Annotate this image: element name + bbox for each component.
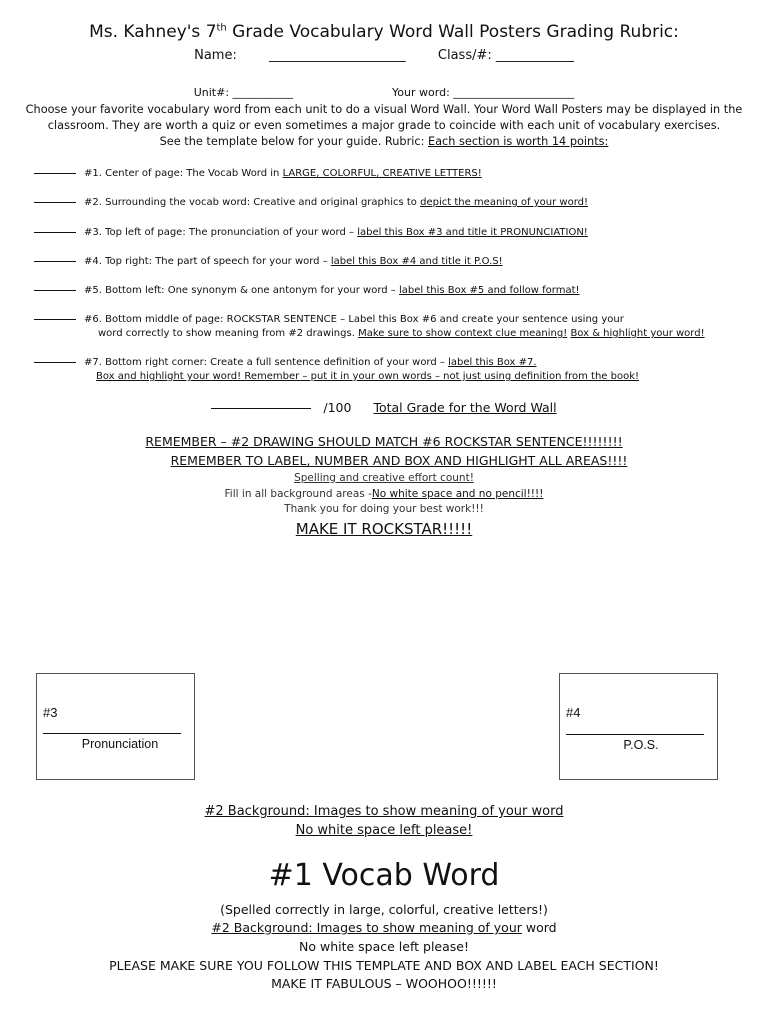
intro-line-1: Choose your favorite vocabulary word from each unit to do a visual Word Wall. Your Word Wall Posters may be displayed in the — [25, 103, 743, 116]
unit-label: Unit#: — [193, 86, 230, 99]
page-title — [0, 22, 768, 42]
score-blank — [34, 173, 76, 174]
background-note-2 — [0, 920, 768, 935]
score-blank — [34, 290, 76, 291]
rockstar-heading: MAKE IT ROCKSTAR!!!!! — [295, 520, 473, 538]
rubric-emphasis: LARGE, COLORFUL, CREATIVE LETTERS! — [282, 168, 482, 179]
rubric-text: #7. Bottom right corner: Create a full sentence definition of your word – — [84, 357, 449, 368]
unit-word-row — [0, 86, 768, 99]
rubric-text: #2. Surrounding the vocab word: Creative and original graphics to — [84, 197, 421, 208]
rubric-text: #4. Top right: The part of speech for your word – — [84, 256, 331, 267]
name-blank: _____________________ — [269, 48, 406, 63]
box-3-label: Pronunciation — [81, 737, 159, 751]
intro-line-3-plain: See the template below for your guide. Rubric: — [159, 135, 428, 148]
rubric-emphasis: label this Box #5 and follow format! — [398, 285, 580, 296]
rubric-emphasis: label this Box #7. — [448, 357, 537, 368]
rubric-item-5 — [34, 284, 734, 298]
unit-blank: ___________ — [232, 86, 294, 99]
class-label: Class/#: — [437, 48, 492, 63]
score-blank — [34, 319, 76, 320]
title-sup: th — [216, 22, 227, 34]
rubric-emphasis: label this Box #4 and title it P.O.S! — [330, 256, 503, 267]
fill-note-plain: Fill in all background areas - — [224, 488, 372, 500]
intro-paragraph — [22, 102, 746, 150]
rubric-item-6 — [34, 313, 734, 341]
box-4-line — [566, 734, 704, 735]
reminder-drawing-text: REMEMBER – #2 DRAWING SHOULD MATCH #6 ROCKSTAR SENTENCE!!!!!!!! — [145, 434, 623, 449]
rubric-item-7 — [34, 356, 734, 384]
vocab-word-heading: #1 Vocab Word — [268, 858, 500, 893]
rubric-text: #3. Top left of page: The pronunciation of your word – — [84, 227, 358, 238]
background-note-2-plain: word — [521, 920, 557, 935]
rubric-item-3 — [34, 226, 734, 240]
total-score-label: /100 — [323, 400, 352, 415]
intro-line-2: classroom. They are worth a quiz or even sometimes a major grade to coincide with each unit of vocabulary exercises. — [47, 119, 721, 132]
fill-note-emphasis: No white space and no pencil!!!! — [371, 488, 544, 500]
fill-note — [0, 488, 768, 500]
box-4-pos — [559, 673, 718, 780]
background-note — [0, 804, 768, 819]
class-blank: ____________ — [495, 48, 574, 63]
rubric-item-2 — [34, 196, 734, 210]
title-pre: Ms. Kahney's 7 — [89, 22, 217, 42]
no-white-space-note-2: No white space left please! — [299, 939, 469, 954]
box-4-label: P.O.S. — [623, 738, 659, 752]
rubric-item-4 — [34, 255, 734, 269]
intro-points-note: Each section is worth 14 points: — [427, 135, 609, 148]
score-blank — [34, 362, 76, 363]
rubric-emphasis: Make sure to show context clue meaning! — [358, 328, 568, 339]
total-grade-label: Total Grade for the Word Wall — [373, 400, 557, 415]
score-blank — [34, 202, 76, 203]
rubric-emphasis-2: Box and highlight your word! Remember – put it in your own words – not just using definition from the book! — [96, 371, 640, 382]
reminder-drawing — [0, 434, 768, 449]
no-white-space-note — [0, 823, 768, 838]
title-post: Grade Vocabulary Word Wall Posters Grading Rubric: — [226, 22, 679, 42]
score-blank — [34, 261, 76, 262]
reminder-label-text: REMEMBER TO LABEL, NUMBER AND BOX AND HIGHLIGHT ALL AREAS!!!! — [170, 453, 628, 468]
background-note-text: #2 Background: Images to show meaning of your word — [204, 804, 564, 819]
rubric-emphasis: label this Box #3 and title it PRONUNCIATION! — [357, 227, 588, 238]
name-class-row — [0, 48, 768, 63]
total-score-blank — [211, 408, 311, 409]
rubric-emphasis-2: Box & highlight your word! — [570, 328, 705, 339]
name-label: Name: — [194, 48, 237, 63]
intro-line-3 — [22, 134, 746, 150]
rubric-text: #5. Bottom left: One synonym & one antonym for your word – — [84, 285, 399, 296]
rubric-text-2: word correctly to show meaning from #2 drawings. — [98, 328, 359, 339]
box-3-pronunciation — [36, 673, 195, 780]
follow-template-note: PLEASE MAKE SURE YOU FOLLOW THIS TEMPLATE AND BOX AND LABEL EACH SECTION! — [109, 958, 659, 973]
rubric-emphasis: depict the meaning of your word! — [420, 197, 588, 208]
reminder-label — [0, 453, 768, 468]
rubric-item-1 — [34, 167, 734, 181]
spelling-note — [0, 472, 768, 484]
background-note-2-emphasis: #2 Background: Images to show meaning of your — [211, 920, 522, 935]
total-grade-row — [0, 400, 768, 415]
rubric-text: #1. Center of page: The Vocab Word in — [84, 168, 283, 179]
box-3-line — [43, 733, 181, 734]
spelling-note-text: Spelling and creative effort count! — [294, 472, 474, 484]
spelled-note: (Spelled correctly in large, colorful, creative letters!) — [220, 902, 548, 917]
thanks-note: Thank you for doing your best work!!! — [284, 503, 484, 515]
score-blank — [34, 232, 76, 233]
box-3-number: #3 — [43, 705, 58, 720]
word-label: Your word: — [392, 86, 450, 99]
word-blank: ______________________ — [453, 86, 575, 99]
rubric-text: #6. Bottom middle of page: ROCKSTAR SENTENCE – Label this Box #6 and create your sentence using your — [84, 314, 624, 325]
fabulous-note: MAKE IT FABULOUS – WOOHOO!!!!!! — [271, 976, 497, 991]
box-4-number: #4 — [566, 705, 581, 720]
no-white-space-text: No white space left please! — [295, 823, 473, 838]
